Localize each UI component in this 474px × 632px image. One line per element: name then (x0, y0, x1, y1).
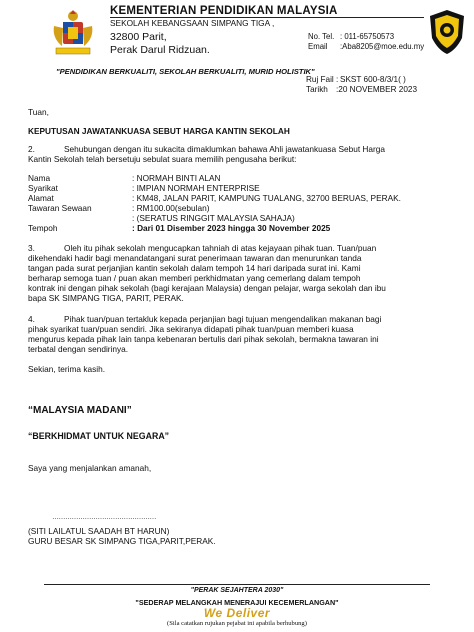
school-state: Perak Darul Ridzuan. (110, 44, 210, 56)
tempoh-value: : Dari 01 Disember 2023 hingga 30 November 2025 (132, 223, 331, 233)
subject: KEPUTUSAN JAWATANKUASA SEBUT HARGA KANTIN SEKOLAH (28, 126, 290, 136)
signatory-name: (SITI LAILATUL SAADAH BT HARUN) (28, 526, 170, 536)
detail-label-tawaran: Tawaran Sewaan (28, 203, 92, 213)
para3-number: 3. (28, 243, 35, 253)
para4-line: mengurus kepada pihak lain tanpa kebenaran bertulis dari pihak sekolah, bermakna tawaran ini (28, 334, 379, 344)
tel-value: : 011-65750573 (340, 32, 395, 41)
para3-line: berharap semoga tuan / puan akan memberi perkhidmatan yang cemerlang dalam tempoh (28, 273, 361, 283)
school-logo-icon (426, 8, 468, 56)
date-label: Tarikh (306, 85, 328, 94)
signature-dots: ………………………………………… (52, 514, 156, 521)
detail-value-tawaran-words: : (SERATUS RINGGIT MALAYSIA SAHAJA) (132, 213, 295, 223)
email-label: Email (308, 42, 328, 51)
footer-note: (Sila catatkan rujukan pejabat ini apabila berhubung) (167, 620, 307, 627)
para3-line: kontrak ini dengan pihak sekolah (bagi kerajaan Malaysia) dengan pelajar, warga sekolah dan ibu (28, 283, 386, 293)
para3-line: tangan pada surat perjanjian kantin sekolah dalam tempoh 14 hari daripada surat ini. Kami (28, 263, 361, 273)
we-deliver-logo: We Deliver (203, 606, 271, 620)
ministry-name: KEMENTERIAN PENDIDIKAN MALAYSIA (110, 5, 338, 17)
salutation: Tuan, (28, 107, 49, 117)
detail-label-nama: Nama (28, 173, 51, 183)
motto: "PENDIDIKAN BERKUALITI, SEKOLAH BERKUALITI, MURID HOLISTIK" (56, 67, 315, 76)
para3-line: dikehendaki hadir bagi menandatangani surat penerimaan tawaran dan menurunkan tanda (28, 253, 362, 263)
para2-number: 2. (28, 144, 35, 154)
email-value: :Aba8205@moe.edu.my (340, 42, 425, 51)
ruj-label: Ruj Fail : (306, 75, 339, 84)
footer-slogan-sederap: "SEDERAP MELANGKAH MENERAJUI KECEMERLANGAN" (135, 598, 339, 607)
detail-label-syarikat: Syarikat (28, 183, 58, 193)
detail-label-alamat: Alamat (28, 193, 54, 203)
signatory-title: GURU BESAR SK SIMPANG TIGA,PARIT,PERAK. (28, 536, 216, 546)
para3-line: bapa SK SIMPANG TIGA, PARIT, PERAK. (28, 293, 184, 303)
para2-line2: Kantin Sekolah telah bersetuju sebulat suara memilih pengusaha berikut: (28, 154, 297, 164)
para4-line: Pihak tuan/puan tertakluk kepada perjanjian bagi tujuan mengendalikan makanan bagi (64, 314, 382, 324)
para4-number: 4. (28, 314, 35, 324)
detail-value-tawaran: : RM100.00(sebulan) (132, 203, 210, 213)
para3-line: Oleh itu pihak sekolah mengucapkan tahniah di atas kejayaan pihak tuan. Tuan/puan (64, 243, 377, 253)
date-value: :20 NOVEMBER 2023 (336, 85, 418, 94)
tel-label: No. Tel. (308, 32, 335, 41)
para2-line1: Sehubungan dengan itu sukacita dimaklumkan bahawa Ahli jawatankuasa Sebut Harga (64, 144, 386, 154)
detail-value-syarikat: : IMPIAN NORMAH ENTERPRISE (132, 183, 260, 193)
closing: Sekian, terima kasih. (28, 364, 106, 374)
government-crest-icon (48, 8, 98, 58)
slogan-berkhidmat: “BERKHIDMAT UNTUK NEGARA” (28, 431, 170, 441)
para4-line: terbatal dengan sendirinya. (28, 344, 129, 354)
slogan-madani: “MALAYSIA MADANI” (28, 405, 132, 416)
saya-line: Saya yang menjalankan amanah, (28, 463, 152, 473)
detail-value-nama: : NORMAH BINTI ALAN (132, 173, 221, 183)
school-name: SEKOLAH KEBANGSAAN SIMPANG TIGA , (110, 18, 275, 28)
footer-rule (44, 584, 430, 585)
detail-value-alamat: : KM48, JALAN PARIT, KAMPUNG TUALANG, 32700 BERUAS, PERAK. (132, 193, 401, 203)
school-postcode: 32800 Parit, (110, 31, 167, 43)
para4-line: pihak syarikat tuan/puan sendiri. Jika sekiranya didapati pihak tuan/puan memberi kuasa (28, 324, 354, 334)
footer-slogan-perak: "PERAK SEJAHTERA 2030" (190, 587, 284, 594)
tempoh-label: Tempoh (28, 223, 58, 233)
ruj-value: SKST 600-8/3/1( ) (340, 75, 406, 84)
